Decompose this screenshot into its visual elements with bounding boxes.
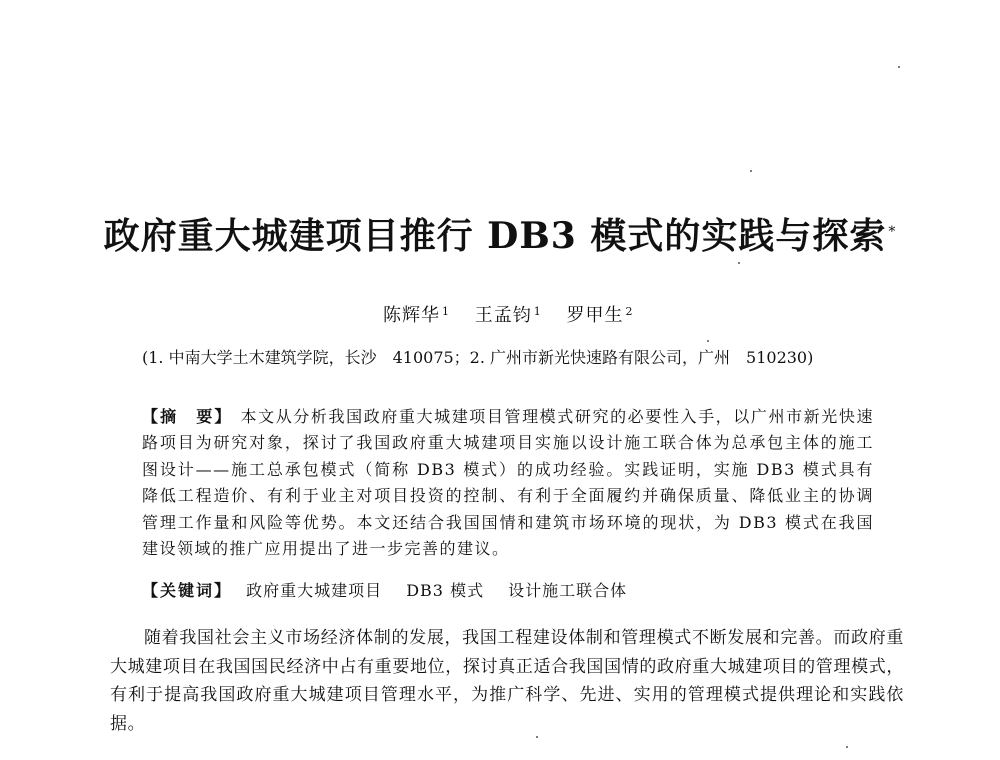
author-affiliation-index: 1 bbox=[442, 305, 450, 318]
keywords-label: 【关键词】 bbox=[142, 581, 233, 600]
author bbox=[383, 305, 450, 326]
abstract-text: 本文从分析我国政府重大城建项目管理模式研究的必要性入手，以广州市新光快速路项目为研究对象，探讨了我国政府重大城建项目实施以设计施工联合体为总承包主体的施工图设计——施工总承包模式（简称 DB3 模式）的成功经验。实践证明，实施 DB3 模式具有降低工程造价、有利于业主对项目投资的控制、有利于全面履约并确保质量、降低业主的协调管理工作量和风险等优势。本文还结合我国国情和建筑市场环境的现状，为 DB3 模式在我国建设领域的推广应用提出了进一步完善的建议。 bbox=[142, 407, 874, 559]
paper-title bbox=[0, 214, 1000, 258]
author-name: 王孟钧 bbox=[474, 305, 532, 326]
scan-speck bbox=[707, 340, 709, 342]
abstract-block bbox=[142, 404, 874, 562]
abstract-label: 【摘 要】 bbox=[142, 407, 233, 426]
author-affiliation-index: 2 bbox=[625, 305, 634, 318]
scan-speck bbox=[846, 746, 848, 748]
title-footnote-mark: * bbox=[888, 224, 897, 240]
body-paragraph: 随着我国社会主义市场经济体制的发展，我国工程建设体制和管理模式不断发展和完善。而政府重大城建项目在我国国民经济中占有重要地位，探讨真正适合我国国情的政府重大城建项目的管理模式，有利于提高我国政府重大城建项目管理水平，为推广科学、先进、实用的管理模式提供理论和实践依据。 bbox=[110, 628, 904, 734]
author-name: 陈辉华 bbox=[383, 305, 440, 326]
keyword: 政府重大城建项目 bbox=[246, 581, 383, 600]
paper-title-text: 政府重大城建项目推行 DB3 模式的实践与探索 bbox=[103, 215, 887, 257]
scan-speck bbox=[738, 262, 740, 264]
keyword: 设计施工联合体 bbox=[508, 581, 628, 600]
keywords-line bbox=[142, 579, 645, 603]
author-list bbox=[383, 303, 651, 329]
author-name: 罗甲生 bbox=[566, 305, 624, 326]
scan-speck bbox=[750, 170, 752, 172]
affiliation-line: (1. 中南大学土木建筑学院，长沙 410075；2. 广州市新光快速路有限公司，广州 510230) bbox=[142, 348, 814, 367]
author-affiliation-index: 1 bbox=[533, 305, 542, 318]
scan-speck bbox=[898, 66, 900, 68]
author bbox=[475, 305, 542, 326]
author bbox=[566, 305, 633, 326]
scan-speck bbox=[536, 736, 538, 738]
keyword: DB3 模式 bbox=[406, 581, 485, 600]
